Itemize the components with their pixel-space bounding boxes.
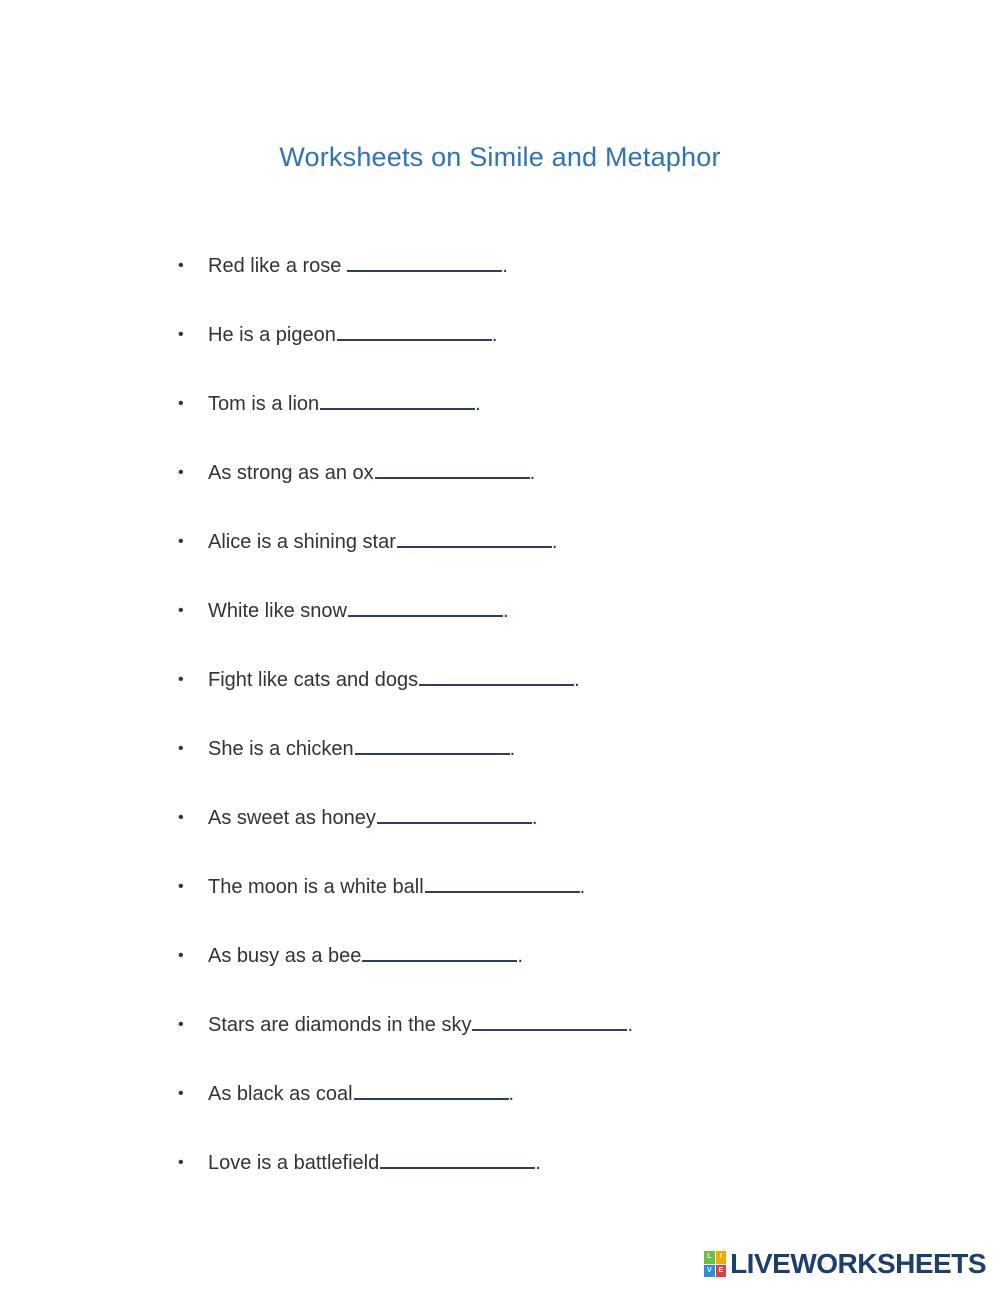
exercise-item bbox=[178, 593, 633, 662]
brand-logo bbox=[704, 1248, 986, 1280]
sentence-period: . bbox=[502, 255, 508, 277]
exercise-item bbox=[178, 1007, 633, 1076]
exercise-line bbox=[208, 524, 557, 560]
bullet-icon: • bbox=[178, 602, 184, 619]
sentence-period: . bbox=[529, 462, 536, 484]
exercise-text: As strong as an ox bbox=[208, 462, 374, 484]
sentence-period: . bbox=[517, 945, 523, 967]
exercise-list bbox=[178, 248, 633, 1214]
exercise-line bbox=[208, 869, 585, 905]
bullet-icon: • bbox=[178, 1016, 184, 1033]
exercise-text: White like snow bbox=[208, 600, 347, 622]
exercise-item bbox=[178, 800, 633, 869]
exercise-line bbox=[208, 317, 497, 353]
logo-tile: L bbox=[704, 1251, 715, 1264]
exercise-text: As sweet as honey bbox=[208, 807, 376, 829]
sentence-period: . bbox=[535, 1152, 541, 1174]
sentence-period: . bbox=[502, 600, 509, 622]
bullet-icon: • bbox=[178, 740, 184, 757]
exercise-item bbox=[178, 662, 633, 731]
exercise-line bbox=[208, 1007, 633, 1043]
exercise-text: As black as coal bbox=[208, 1083, 353, 1105]
exercise-item bbox=[178, 317, 633, 386]
bullet-icon: • bbox=[178, 671, 184, 688]
exercise-text: Red like a rose bbox=[208, 255, 342, 277]
answer-blank[interactable] bbox=[380, 1166, 535, 1169]
sentence-period: . bbox=[579, 876, 586, 898]
exercise-text: As busy as a bee bbox=[208, 945, 362, 967]
exercise-item bbox=[178, 1076, 633, 1145]
exercise-item bbox=[178, 1145, 633, 1214]
logo-tile: E bbox=[716, 1265, 727, 1278]
exercise-item bbox=[178, 386, 633, 455]
sentence-period: . bbox=[509, 738, 516, 760]
sentence-period: . bbox=[551, 531, 558, 553]
exercise-line bbox=[208, 662, 580, 698]
brand-name: LIVEWORKSHEETS bbox=[730, 1248, 986, 1279]
answer-blank[interactable] bbox=[425, 890, 580, 893]
bullet-icon: • bbox=[178, 1085, 184, 1102]
answer-blank[interactable] bbox=[375, 476, 530, 479]
bullet-icon: • bbox=[178, 1154, 184, 1171]
exercise-line bbox=[208, 731, 515, 767]
answer-blank[interactable] bbox=[397, 545, 552, 548]
answer-blank[interactable] bbox=[348, 614, 503, 617]
bullet-icon: • bbox=[178, 257, 184, 274]
exercise-item bbox=[178, 869, 633, 938]
exercise-text: Alice is a shining star bbox=[208, 531, 396, 553]
exercise-line bbox=[208, 800, 537, 836]
exercise-text: The moon is a white ball bbox=[208, 876, 424, 898]
exercise-line bbox=[208, 1076, 514, 1112]
bullet-icon: • bbox=[178, 464, 184, 481]
exercise-line bbox=[208, 248, 508, 284]
sentence-period: . bbox=[574, 669, 580, 691]
answer-blank[interactable] bbox=[337, 338, 492, 341]
liveworksheets-logo-icon bbox=[704, 1251, 726, 1277]
sentence-period: . bbox=[531, 807, 538, 829]
bullet-icon: • bbox=[178, 947, 184, 964]
exercise-item bbox=[178, 731, 633, 800]
sentence-period: . bbox=[475, 393, 481, 415]
exercise-item bbox=[178, 524, 633, 593]
answer-blank[interactable] bbox=[320, 407, 475, 410]
exercise-item bbox=[178, 938, 633, 1007]
bullet-icon: • bbox=[178, 878, 184, 895]
answer-blank[interactable] bbox=[472, 1028, 627, 1031]
exercise-text: He is a pigeon bbox=[208, 324, 336, 346]
exercise-line bbox=[208, 1145, 541, 1181]
sentence-period: . bbox=[491, 324, 498, 346]
answer-blank[interactable] bbox=[354, 1097, 509, 1100]
bullet-icon: • bbox=[178, 326, 184, 343]
exercise-text: Love is a battlefield bbox=[208, 1152, 380, 1174]
sentence-period: . bbox=[508, 1083, 515, 1105]
exercise-line bbox=[208, 938, 523, 974]
exercise-item bbox=[178, 248, 633, 317]
answer-blank[interactable] bbox=[355, 752, 510, 755]
exercise-text: Stars are diamonds in the sky bbox=[208, 1014, 472, 1036]
bullet-icon: • bbox=[178, 395, 184, 412]
exercise-line bbox=[208, 386, 481, 422]
exercise-item bbox=[178, 455, 633, 524]
exercise-text: Fight like cats and dogs bbox=[208, 669, 419, 691]
logo-tile: V bbox=[704, 1265, 715, 1278]
answer-blank[interactable] bbox=[362, 959, 517, 962]
logo-tile: I bbox=[716, 1251, 727, 1264]
bullet-icon: • bbox=[178, 533, 184, 550]
answer-blank[interactable] bbox=[419, 683, 574, 686]
answer-blank[interactable] bbox=[347, 269, 502, 272]
answer-blank[interactable] bbox=[377, 821, 532, 824]
sentence-period: . bbox=[627, 1014, 634, 1036]
exercise-text: She is a chicken bbox=[208, 738, 354, 760]
bullet-icon: • bbox=[178, 809, 184, 826]
exercise-line bbox=[208, 593, 509, 629]
exercise-line bbox=[208, 455, 535, 491]
page-title: Worksheets on Simile and Metaphor bbox=[279, 142, 721, 172]
exercise-text: Tom is a lion bbox=[208, 393, 320, 415]
